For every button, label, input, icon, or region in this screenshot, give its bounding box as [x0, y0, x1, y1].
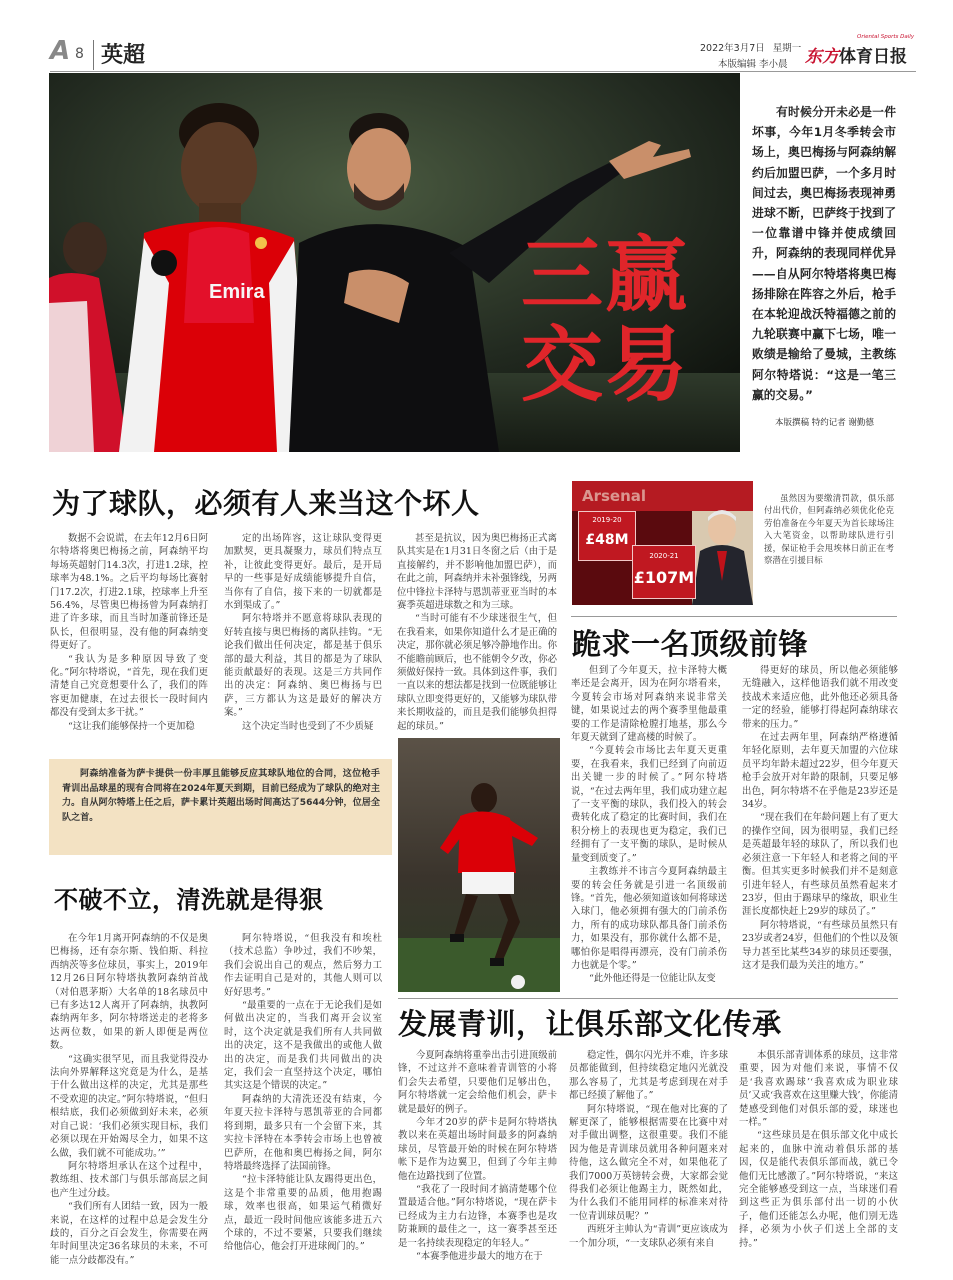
- logo-english: Oriental Sports Daily: [857, 34, 915, 40]
- saka-contract-panel: [49, 759, 392, 855]
- hero-title-line1: 三赢: [521, 228, 690, 323]
- paragraph: 数据不会说谎，在去年12月6日阿尔特塔将奥巴梅扬之前，阿森纳平均每场英超射门14.3次，打进1.2球，控球率为48.1%。之后平均每场比赛射门17.2次，打进2.1球，控球率上升至56.4%，尽管奥巴梅扬曾为阿森纳打进了许多球，而且当时加蓬前锋还是队长，但很明显，没有他的阿森纳变得更好了。: [50, 533, 208, 652]
- paragraph: 但到了今年夏天，拉卡泽特大概率还是会离开，因为在阿尔塔看来，今夏转会市场对阿森纳来说非常关键，如果说过去的两个赛季里他最重要的工作是清除枪膛打地基，那么今年夏天就到了建高楼的时候了。: [571, 665, 727, 744]
- logo-brand-red: 东方: [805, 47, 839, 67]
- paragraph: “这让我们能够保持一个更加稳: [68, 720, 195, 732]
- page-number: 8: [75, 46, 84, 62]
- saka-panel-text: 阿森纳准备为萨卡提供一份丰厚且能够反应其球队地位的合同，这位枪手青训出品球星的现有合同将在2024年夏天到期，目前已经成为了球队的绝对主力。自从阿尔特塔上任之后，萨卡累计英超出场时间高达了5644分钟，位居全队之首。: [62, 769, 380, 823]
- paragraph: “我们所有人团结一致，因为一般来说，在这样的过程中总是会发生分歧的，百分之百会发生，你需要在两年时间里决定36名球员的未来，不可能一点分歧都没有。”: [50, 1201, 208, 1266]
- paragraph: 阿森纳的大清洗还没有结束，今年夏天拉卡泽特与恩凯蒂亚的合同都将到期，最多只有一个会留下来，其实拉卡泽特在本季转会市场上也曾被巴萨所，在他和奥巴梅扬之间，阿尔特塔最终选择了法国前锋。: [224, 1093, 382, 1172]
- finance-amount-a: £48M: [585, 532, 629, 548]
- paragraph: “当时可能有不少球迷很生气，但在我看来，如果你知道什么才是正确的决定，那你就必须足够冷静地作出。你不能瞻前顾后，也不能朝令夕改，你必须做好保持一致。具体到这件事，我们一直以来的想法都是找到一位既能够让球队立即变得更好的，又能够为球队带来长期收益的，而且是我们能够负担得起的球员。”: [397, 613, 557, 732]
- paragraph: 这个决定当时也受到了不少质疑: [242, 720, 374, 732]
- saka-photo: [398, 738, 560, 992]
- paragraph: 阿尔特塔说，“但我没有和埃杜（技术总监）争吵过，我们不吵架，我们会说出自己的观点，然后努力工作去证明自己是对的，其他人则可以好好思考。”: [224, 933, 382, 998]
- s1-column-1: [50, 532, 208, 732]
- weekday-text: 星期一: [772, 43, 802, 54]
- finance-amount-b: £107M: [633, 568, 695, 587]
- hero-title-line2: 交易: [521, 318, 690, 413]
- paragraph: 定的出场阵容，这让球队变得更加默契，更具凝聚力，球员们特点互补，让彼此变得更好。最后，是开局早的一些事是好成绩能够提升自信，当你有了自信，接下来的一切就都是水到渠成了。”: [224, 533, 382, 612]
- hero-byline: 本版撰稿 特约记者 谢勤德: [775, 418, 874, 428]
- s4-column-1: [398, 1049, 557, 1269]
- s1-column-2: [224, 532, 382, 732]
- paragraph: 本俱乐部青训体系的球员，这非常重要，因为对他们来说，事情不仅是‘我喜欢踢球’‘我喜欢成为职业球员’又或‘我喜欢在这里赚大钱’，你能清楚感受到他们对俱乐部的爱，球迷也一样。”: [739, 1050, 898, 1129]
- s2-column-2: [742, 664, 898, 971]
- paragraph: “最重要的一点在于无论我们是如何做出决定的，当我们离开会议室时，这个决定就是我们所有人共同做出的决定，这不是我做出的或他人做出的决定，而是我们共同做出的决定，我们会一直坚持这个决定，哪怕其实这是个错误的决定。”: [224, 1000, 382, 1092]
- headline-section1: 为了球队，必须有人来当这个坏人: [52, 487, 480, 520]
- svg-text:Emira: Emira: [209, 281, 265, 303]
- paragraph: “我认为是多种原因导致了变化。”阿尔特塔说，“首先，现在我们更清楚自己究竟想要什么了，我们的阵容更加健康，在过去很长一段时间内都没有受到太多干扰。”: [50, 653, 208, 719]
- hero-intro: 有时候分开未必是一件坏事，今年1月冬季转会市场上，奥巴梅扬与阿森纳解约后加盟巴萨，一个多月时间过去，奥巴梅扬表现神勇进球不断，巴萨终于找到了一位靠谱中锋并使成绩回升，阿森纳的表现同样优异——自从阿尔特塔将奥巴梅扬排除在阵容之外后，枪手在本轮迎战沃特福德之前的九轮联赛中赢下七场，唯一败绩是输给了曼城，主教练阿尔特塔说：“这是一笔三赢的交易。”: [752, 105, 896, 402]
- finance-season-a: 2019-20: [592, 516, 622, 524]
- paragraph: “此外他还得是一位能让队友变: [589, 973, 716, 985]
- logo-chinese: [805, 42, 907, 67]
- finance-caption: 虽然因为要缴清罚款，俱乐部付出代价，但阿森纳必须优化伦克劳伯准备在今年夏天为首长球场注入大笔资金，以帮助球队进行引援，保证枪手会甩埃林日前正在考察潜在引援目标: [764, 493, 894, 566]
- s4-column-2: [569, 1049, 728, 1269]
- paragraph: 西班牙主帅认为“青训”更应该成为一个加分项，“一支球队必须有来自: [569, 1224, 728, 1249]
- paragraph: 阿尔特塔说，“现在他对比赛的了解更深了，能够根据需要在比赛中对对手做出调整，这很重要。我们不能因为他是青训球员就用各种问题来对待他，这么做完全不对，如果他花了我们7000万英镑转会费，大家都会觉得我们必须让他踢主力，既然如此，为什么我们不能用同样的标准来对待一位青训球员呢？”: [569, 1103, 728, 1222]
- finance-season-b: 2020-21: [649, 552, 679, 560]
- paragraph: “拉卡泽特能让队友踢得更出色，这是个非常重要的品质，他用抱踢球，效率也很高，如果运气稍微好点，最近一段时间他应该能多进五六个球的，不过不要紧，只要我们继续给他信心，他会打开进球阀门的。”: [224, 1174, 382, 1253]
- paragraph: 主教练并不讳言今夏阿森纳最主要的转会任务就是引进一名顶级前锋。“首先，他必须知道该如何将球送入球门，他必须拥有强大的门前杀伤力，所有的成功球队都具备门前杀伤力，如果没有，那你就什么都不是，哪怕你是唱得再漂亮，没有门前杀伤力也就是个零。”: [571, 866, 727, 971]
- newspaper-logo: [805, 34, 915, 68]
- header-rule: [50, 71, 916, 72]
- paragraph: 在过去两年里，阿森纳严格遵循年轻化原则，去年夏天加盟的六位球员平均年龄未超过22岁，但今年夏天枪手会放开对年龄的限制，只要足够出色，阿尔特塔不在乎他是23岁还是34岁。: [742, 732, 898, 811]
- paragraph: “这些球员是在俱乐部文化中成长起来的，血脉中流动着俱乐部的基因，仅是能代表俱乐部而战，就已令他们无比感激了。”阿尔特塔说，“来这完全能够感受到这一点，当球迷们看到这些正为俱乐部付出一切的小伙子，他们还能怎么办呢，他们别无选择，必须为小伙子们送上全部的支持。”: [739, 1130, 898, 1249]
- finance-graphic: [572, 481, 753, 605]
- page-header: [0, 0, 953, 72]
- paragraph: 阿尔特塔坦承认在这个过程中，教练组、技术部门与俱乐部高层之间也产生过分歧。: [50, 1160, 208, 1199]
- s4-column-3: [739, 1049, 898, 1269]
- finance-badge-2020: [632, 545, 696, 599]
- paragraph: “这确实很罕见，而且我觉得没办法向外界解释这究竟是为什么，是基于什么做出这样的决定，尤其是那些不受欢迎的决定。”阿尔特塔说，“但归根结底，我们必须做到好未来，必须对自己说：‘我们必须实现目标，我们必须以现在开始竭尽全力，如果不这么做，我们就不可能成功。’”: [50, 1053, 208, 1159]
- paragraph: 得更好的球员，所以他必须能够无缝融入，这样他语我们就不用改变技战术来适应他，此外他还必须具备一定的经验，能够打得起阿森纳球衣带来的压力。”: [742, 665, 898, 730]
- paragraph: “本赛季他进步最大的地方在于: [416, 1251, 543, 1263]
- paragraph: 今年才20岁的萨卡是阿尔特塔执教以来在英超出场时间最多的阿森纳球员，尽管最开始的时候在阿尔特塔帐下是作为边翼卫，但到了今年主帅他在边路找到了位置。: [398, 1117, 557, 1182]
- page-editor: 本版编辑 李小晨: [718, 59, 788, 70]
- paragraph: 在今年1月离开阿森纳的不仅是奥巴梅扬，还有奈尔斯、钱伯斯、科拉西纳茨等多位球员，事实上，2019年12月26日阿尔特塔执教阿森纳首战（对伯恩茅斯）大名单的18名球员中已有多达12人离开了阿森纳，执教阿森纳两年多，阿尔特塔送走的老将多达两位数，如果的新人即便是两位数。: [50, 933, 208, 1052]
- headline-section3: 不破不立，清洗就是得狠: [54, 886, 324, 914]
- headline-section2: 跪求一名顶级前锋: [572, 627, 809, 661]
- hero-big-title: [521, 228, 690, 413]
- page-letter: A: [50, 36, 71, 66]
- s3-column-1: [50, 932, 208, 1270]
- paragraph: 阿尔特塔说，“有些球员虽然只有23岁或者24岁，但他们的个性以及领导力甚至比某些34岁的球员还要强，这才是我们最为关注的地方。”: [742, 919, 898, 971]
- issue-date: [700, 40, 801, 54]
- finance-badge-2019: [578, 511, 636, 561]
- section4-rule: [398, 998, 898, 999]
- paragraph: “今夏转会市场比去年夏天更重要，在我看来，我们已经到了向前迈出关键一步的时候了。”阿尔特塔说，“在过去两年里，我们成功建立起了一支平衡的球队，我们投入的转会费转化成了稳定的比赛时间，我们在积分榜上的表现也更为稳定，我们已经拥有了一支平衡的球队，是时候从量变到质变了。”: [571, 745, 727, 864]
- paragraph: 今夏阿森纳将重拳出击引进顶级前锋，不过这并不意味着青训管的小将们会失去希望，只要他们足够出色，阿尔特塔就一定会给他们机会，萨卡就是最好的例子。: [398, 1050, 557, 1115]
- paragraph: “现在我们在年龄问题上有了更大的操作空间，因为很明显，我们已经是英超最年轻的球队了，所以我们也必须注意一下年轻人和老将之间的平衡。但其实更多时候我们并不是刻意引进年轻人，有些球员虽然看起来才23岁，但由于踢球早的缘故，职业生涯长度都快赶上29岁的球员了。”: [742, 812, 898, 918]
- paragraph: “我花了一段时间才搞清楚哪个位置最适合他。”阿尔特塔说，“现在萨卡已经成为主力右边锋，本赛季也是攻防兼顾的最佳之一，这一赛季甚至还是一名持续表现稳定的年轻人。”: [398, 1184, 557, 1249]
- s1-column-3: [397, 532, 557, 732]
- section2-rule: [571, 616, 897, 617]
- paragraph: 阿尔特塔并不愿意将球队表现的好转直接与奥巴梅扬的离队挂钩。“无论我们做出任何决定，都是基于俱乐部的最大利益，其目的都是为了球队能贡献最好的表现。这是三方共同作出的决定：阿森纳、奥巴梅扬与巴萨，三方都认为这是最好的解决方案。”: [224, 613, 382, 719]
- finance-sign: Arsenal: [582, 487, 647, 505]
- paragraph: 稳定性，偶尔闪光并不难，许多球员都能做到，但持续稳定地闪光就没那么容易了，尤其是考虑到现在对手都已经摸了解他了。”: [569, 1050, 728, 1102]
- paragraph: 甚至是抗议，因为奥巴梅扬正式离队其实是在1月31日冬窗之后（由于是直接解约，并不影响他加盟巴萨），而在此之前，阿森纳并未补强锋线，另两位中锋拉卡泽特与恩凯蒂亚亚当时的本赛季英超进球数之和为三球。: [397, 533, 557, 612]
- section-title: 英超: [101, 43, 146, 68]
- date-text: 2022年3月7日: [700, 43, 765, 54]
- logo-brand-black: 体育日报: [839, 47, 907, 67]
- headline-section4: 发展青训，让俱乐部文化传承: [398, 1007, 782, 1041]
- saka-illustration: [398, 738, 560, 992]
- hero-photo: [49, 73, 740, 452]
- header-divider: [93, 40, 94, 70]
- s2-column-1: [571, 664, 727, 1028]
- s3-column-2: [224, 932, 382, 1270]
